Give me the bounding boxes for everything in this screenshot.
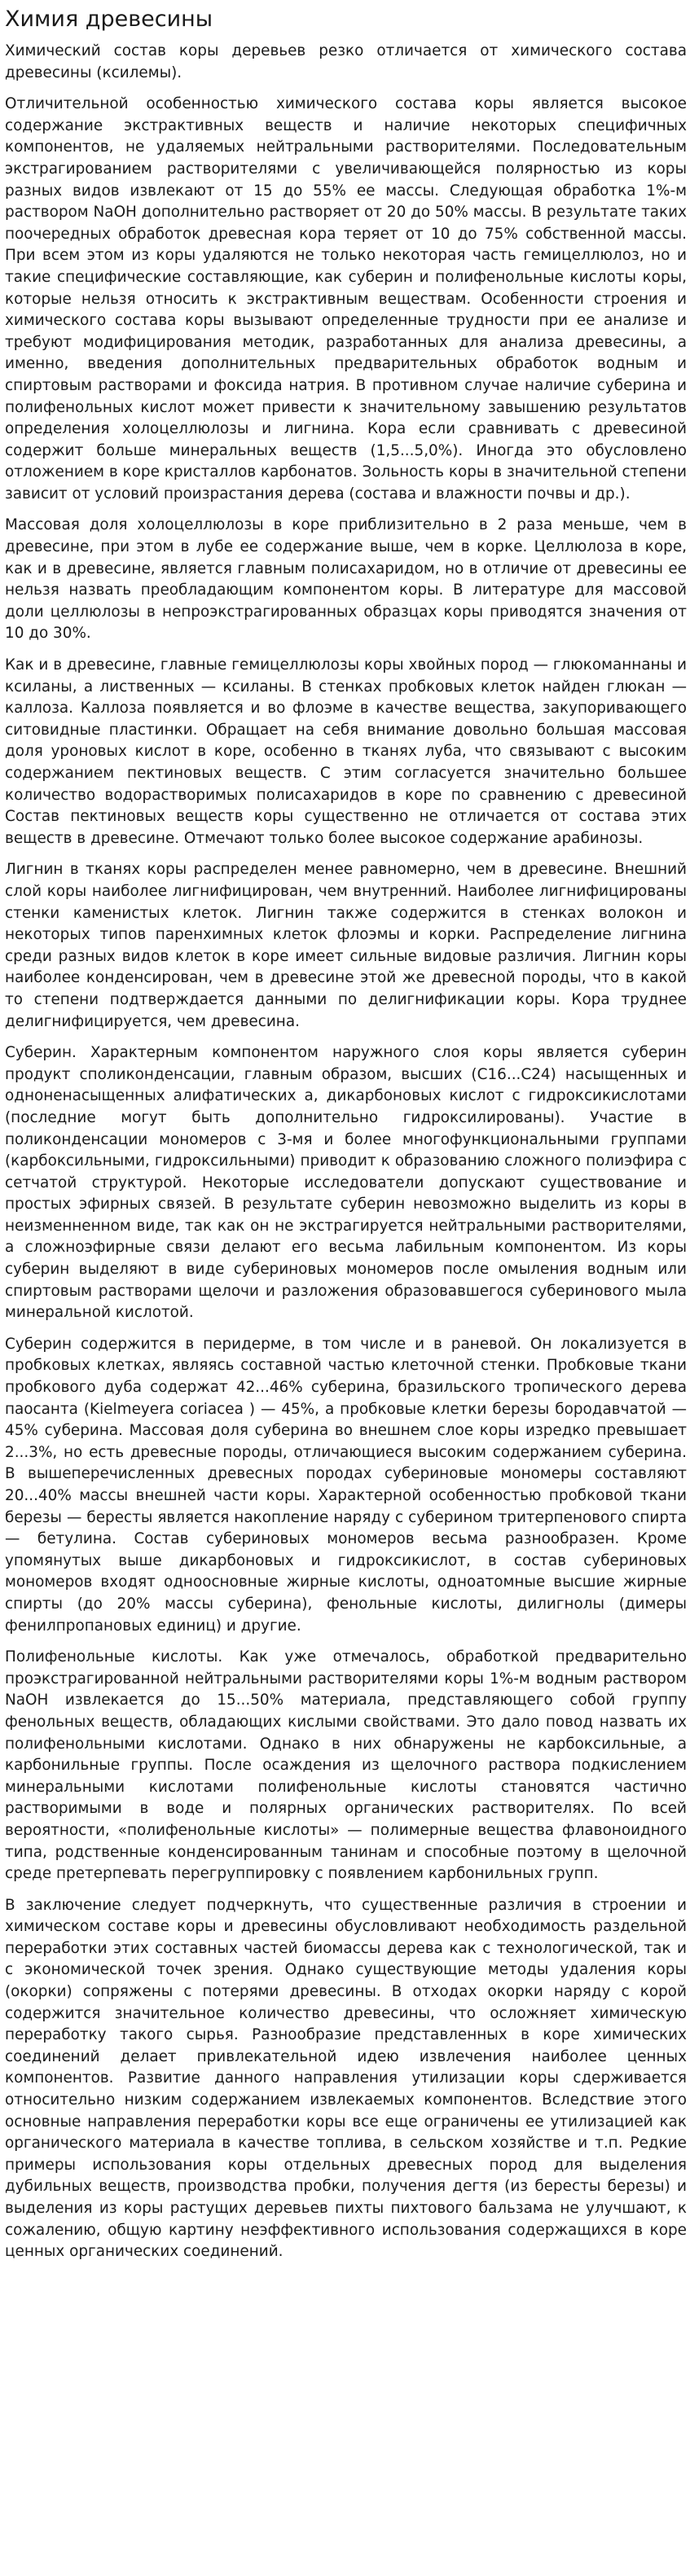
paragraph-intro: Химический состав коры деревьев резко отличается от химического состава древесины (ксилемы).	[5, 42, 687, 81]
paragraph-lignin: Лигнин в тканях коры распределен менее равномерно, чем в древесине. Внешний слой коры наиболее лигнифицирован, чем внутренний. Наиболее лигнифицированы стенки каменистых клеток. Лигнин также содержится в стенках волокон и некоторых типов паренхимных клеток флоэмы и корки. Распределение лигнина среди разных видов клеток в коре имеет сильные видовые различия. Лигнин коры наиболее конденсирован, чем в древесине этой же древесной породы, что в какой то степени подтверждается данными по делигнификации коры. Кора труднее делигнифицируется, чем древесина.	[5, 861, 687, 1030]
paragraph-conclusion: В заключение следует подчеркнуть, что существенные различия в строении и химическом составе коры и древесины обусловливают необходимость раздельной переработки этих составных частей биомассы дерева как с технологической, так и с экономической точек зрения. Однако существующие методы удаления коры (окорки) сопряжены с потерями древесины. В отходах окорки наряду с корой содержится значительное количество древесины, что осложняет химическую переработку такого сырья. Разнообразие представленных в коре химических соединений делает привлекательной идею извлечения наиболее ценных компонентов. Развитие данного направления утилизации коры сдерживается относительно низким содержанием извлекаемых компонентов. Вследствие этого основные направления переработки коры все еще ограничены ее утилизацией как органического материала в качестве топлива, в сельском хозяйстве и т.п. Редкие примеры использования коры отдельных древесных пород для выделения дубильных веществ, производства пробки, получения дегтя (из бересты березы) и выделения из коры растущих деревьев пихты пихтового бальзама не улучшают, к сожалению, общую картину неэффективного использования содержащихся в коре ценных органических соединений.	[5, 1896, 687, 2261]
paragraph-polyphenolic-acids: Полифенольные кислоты. Как уже отмечалось, обработкой предварительно проэкстрагированной нейтральными растворителями коры 1%-м водным раствором NaOH извлекается до 15...50% материала, представляющего собой группу фенольных веществ, обладающих кислыми свойствами. Это дало повод назвать их полифенольными кислотами. Однако в них обнаружены не карбоксильные, а карбонильные группы. После осаждения из щелочного раствора подкислением минеральными кислотами полифенольные кислоты становятся частично растворимыми в воде и полярных органических растворителях. По всей вероятности, «полифенольные кислоты» — полимерные вещества флавоноидного типа, родственные конденсированным танинам и способные поэтому в щелочной среде претерпевать перегруппировку с появлением карбонильных групп.	[5, 1648, 687, 1883]
paragraph-holocellulose: Массовая доля холоцеллюлозы в коре приблизительно в 2 раза меньше, чем в древесине, при этом в лубе ее содержание выше, чем в корке. Целлюлоза в коре, как и в древесине, является главным полисахаридом, но в отличие от древесины ее нельзя назвать преобладающим компонентом коры. В литературе для массовой доли целлюлозы в непроэкстрагированных образцах коры приводятся значения от 10 до 30%.	[5, 516, 687, 643]
page-title: Химия древесины	[5, 7, 213, 32]
paragraph-suberin-structure: Суберин. Характерным компонентом наружного слоя коры является суберин продукт споликонденсации, главным образом, высших (C16...C24) насыщенных и одноненасыщенных алифатических а, дикарбоновых кислот с гидроксикислотами (последние могут быть дополнительно гидроксилированы). Участие в поликонденсации мономеров с 3-мя и более многофункциональными группами (карбоксильными, гидроксильными) приводит к образованию сложного полиэфира с сетчатой структурой. Некоторые исследователи допускают существование и простых эфирных связей. В результате суберин невозможно выделить из коры в неизменненном виде, так как он не экстрагируется нейтральными растворителями, а сложноэфирные связи делают его весьма лабильным компонентом. Из коры суберин выделяют в виде субериновых мономеров после омыления водным или спиртовым растворами щелочи и разложения образовавшегося суберинового мыла минеральной кислотой.	[5, 1044, 687, 1322]
paragraph-suberin-content: Суберин содержится в перидерме, в том числе и в раневой. Он локализуется в пробковых клетках, являясь составной частью клеточной стенки. Пробковые ткани пробкового дуба содержат 42...46% суберина, бразильского тропического дерева паосанта (Kielmeyera coriacea ) — 45%, а пробковые клетки березы бородавчатой — 45% суберина. Массовая доля суберина во внешнем слое коры изредко превышает 2...3%, но есть древесные породы, отличающиеся высоким содержанием суберина. В вышеперечисленных древесных породах субериновые мономеры составляют 20...40% массы внешней части коры. Характерной особенностью пробковой ткани березы — бересты является накопление наряду с суберином тритерпенового спирта — бетулина. Состав субериновых мономеров весьма разнообразен. Кроме упомянутых выше дикарбоновых и гидроксикислот, в состав субериновых мономеров входят одноосновные жирные кислоты, одноатомные высшие жирные спирты (до 20% массы суберина), фенольные кислоты, дилигнолы (димеры фенилпропановых единиц) и другие.	[5, 1335, 687, 1635]
paragraph-composition: Отличительной особенностью химического состава коры является высокое содержание экстрактивных веществ и наличие некоторых специфичных компонентов, не удаляемых нейтральными растворителями. Последовательным экстрагированием растворителями с увеличивающейся полярностью из коры разных видов извлекают от 15 до 55% ее массы. Следующая обработка 1%-м раствором NaOH дополнительно растворяет от 20 до 50% массы. В результате таких поочередных обработок древесная кора теряет от 10 до 75% собственной массы. При всем этом из коры удаляются не только некоторая часть гемицеллюлоз, но и такие специфические составляющие, как суберин и полифенольные кислоты коры, которые нельзя относить к экстрактивным веществам. Особенности строения и химического состава коры вызывают определенные трудности при ее анализе и требуют модифицирования методик, разработанных для анализа древесины, а именно, введения дополнительных предварительных обработок водным и спиртовым растворами и фоксида натрия. В противном случае наличие суберина и полифенольных кислот может привести к значительному завышению результатов определения холоцеллюлозы и лигнина. Кора если сравнивать с древесиной содержит больше минеральных веществ (1,5...5,0%). Иногда это обусловлено отложением в коре кристаллов карбонатов. Зольность коры в значительной степени зависит от условий произрастания дерева (состава и влажности почвы и др.).	[5, 95, 687, 502]
paragraph-hemicellulose: Как и в древесине, главные гемицеллюлозы коры хвойных пород — глюкоманнаны и ксиланы, а лиственных — ксиланы. В стенках пробковых клеток найден глюкан — каллоза. Каллоза появляется и во флоэме в качестве вещества, закупоривающего ситовидные пластинки. Обращает на себя внимание довольно большая массовая доля уроновых кислот в коре, особенно в тканях луба, что связывают с высоким содержанием пектиновых веществ. С этим согласуется значительно большее количество водорастворимых полисахаридов в коре по сравнению с древесиной Состав пектиновых веществ коры существенно не отличается от состава этих веществ в древесине. Отмечают только более высокое содержание арабинозы.	[5, 656, 687, 847]
